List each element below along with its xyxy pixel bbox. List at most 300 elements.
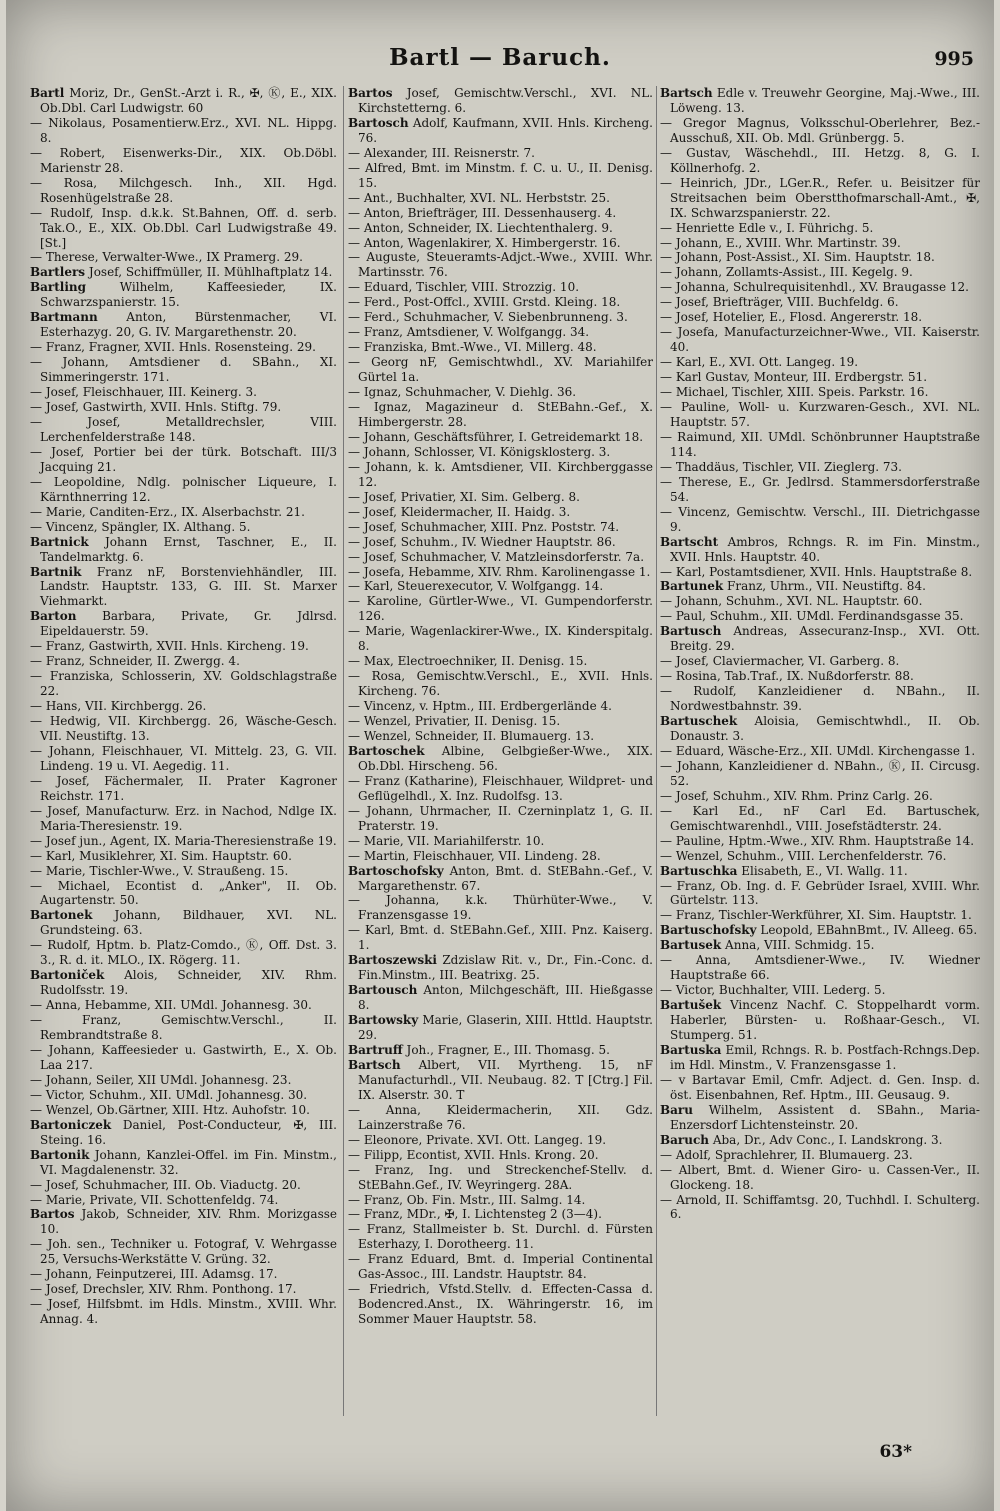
directory-entry xyxy=(660,669,980,684)
directory-entry xyxy=(30,1207,337,1237)
entry-surname: Bartl xyxy=(30,86,65,100)
entry-text: — Johann, Post-Assist., XI. Sim. Hauptstr. 18. xyxy=(660,250,935,265)
entry-text: Wilhelm, Kaffeesieder, IX. Schwarzspanierstr. 15. xyxy=(40,280,337,310)
entry-surname: Bartoschek xyxy=(348,743,425,758)
entry-text: — Pauline, Hptm.-Wwe., XIV. Rhm. Hauptstraße 14. xyxy=(660,833,975,848)
directory-entry xyxy=(348,385,653,400)
entry-text: — Johann, Amtsdiener d. SBahn., XI. Simmeringerstr. 171. xyxy=(30,355,337,385)
directory-entry xyxy=(348,295,653,310)
entry-text: — Eleonore, Private. XVI. Ott. Langeg. 19. xyxy=(348,1132,607,1147)
entry-text: — Gustav, Wäschehdl., III. Hetzg. 8, G. I. Köllnerhofg. 2. xyxy=(660,145,980,175)
directory-entry xyxy=(30,908,337,938)
entry-text: — Adolf, Sprachlehrer, II. Blumauerg. 23. xyxy=(660,1147,913,1162)
entry-text: Alois, Schneider, XIV. Rhm. Rudolfsstr. 19. xyxy=(40,968,337,998)
directory-entry xyxy=(348,1058,653,1103)
directory-entry xyxy=(30,206,337,251)
entry-surname: Bartos xyxy=(30,1207,75,1222)
directory-entry xyxy=(348,654,653,669)
entry-text: — Franziska, Bmt.-Wwe., VI. Millerg. 48. xyxy=(348,340,597,355)
entry-text: — Friedrich, Vfstd.Stellv. d. Effecten-Cassa d. Bodencred.Anst., IX. Währingerstr. 16, im Sommer Mauer Hauptstr. 58. xyxy=(348,1282,653,1327)
entry-surname: Bartosch xyxy=(348,115,409,130)
directory-entry xyxy=(348,1103,653,1133)
column-divider xyxy=(656,86,657,1416)
directory-entry xyxy=(660,535,980,565)
directory-entry xyxy=(30,250,337,265)
directory-entry xyxy=(348,430,653,445)
entry-text: — Franz, MDr., ✠, I. Lichtensteg 2 (3—4). xyxy=(348,1207,602,1222)
entry-text: — Filipp, Econtist, XVII. Hnls. Krong. 20. xyxy=(348,1147,599,1162)
entry-text: — Franz, Stallmeister b. St. Durchl. d. Fürsten Esterhazy, I. Dorotheerg. 11. xyxy=(348,1222,653,1252)
entry-text: Franz, Uhrm., VII. Neustiftg. 84. xyxy=(727,579,926,594)
entry-text: Leopold, EBahnBmt., IV. Alleeg. 65. xyxy=(760,923,978,938)
entry-text: — Anton, Schneider, IX. Liechtenthalerg. 9. xyxy=(348,220,613,235)
directory-entry xyxy=(348,804,653,834)
entry-text: — Marie, Canditen-Erz., IX. Alserbachstr. 21. xyxy=(30,504,305,519)
directory-entry xyxy=(348,490,653,505)
column-divider xyxy=(343,86,344,1416)
entry-text: — Heinrich, JDr., LGer.R., Refer. u. Beisitzer für Streitsachen beim Oberstthofmarschall-Amt., ✠, IX. Schwarzspanierstr. 22. xyxy=(660,175,980,220)
entry-surname: Bartsch xyxy=(348,1057,401,1072)
directory-entry xyxy=(30,849,337,864)
entry-text: — Paul, Schuhm., XII. UMdl. Ferdinandsgasse 35. xyxy=(660,609,964,624)
directory-entry xyxy=(30,744,337,774)
directory-entry xyxy=(660,834,980,849)
directory-entry xyxy=(30,774,337,804)
entry-text: — Karl, Musiklehrer, XI. Sim. Hauptstr. 60. xyxy=(30,848,292,863)
directory-entry xyxy=(348,714,653,729)
directory-entry xyxy=(348,699,653,714)
entry-text: — Robert, Eisenwerks-Dir., XIX. Ob.Döbl. Marienstr 28. xyxy=(30,145,337,175)
directory-entry xyxy=(30,1237,337,1267)
entry-text: — Johann, Uhrmacher, II. Czerninplatz 1, G. II. Praterstr. 19. xyxy=(348,803,653,833)
directory-entry xyxy=(348,355,653,385)
entry-text: — Karoline, Gürtler-Wwe., VI. Gumpendorferstr. 126. xyxy=(348,594,653,624)
directory-entry xyxy=(348,774,653,804)
entry-text: — Henriette Edle v., I. Führichg. 5. xyxy=(660,220,874,235)
directory-entry xyxy=(348,744,653,774)
directory-entry xyxy=(348,1193,653,1208)
entry-text: — Josef, Metalldrechsler, VIII. Lerchenfelderstraße 148. xyxy=(30,414,337,444)
entry-text: — Wenzel, Schneider, II. Blumauerg. 13. xyxy=(348,728,595,743)
directory-entry xyxy=(660,923,980,938)
entry-text: — Johann, Fleischhauer, VI. Mittelg. 23, G. VII. Lindeng. 19 u. VI. Aegedig. 11. xyxy=(30,743,337,773)
entry-text: Josef, Gemischtw.Verschl., XVI. NL. Kirchstetterng. 6. xyxy=(358,86,653,115)
directory-entry xyxy=(348,460,653,490)
entry-text: — Thaddäus, Tischler, VII. Zieglerg. 73. xyxy=(660,459,902,474)
entry-text: Joh., Fragner, E., III. Thomasg. 5. xyxy=(406,1043,610,1057)
directory-entry xyxy=(30,86,337,116)
directory-entry xyxy=(348,445,653,460)
entry-text: — Marie, Private, VII. Schottenfeldg. 74. xyxy=(30,1192,279,1207)
directory-entry xyxy=(30,400,337,415)
entry-text: — Josef, Claviermacher, VI. Garberg. 8. xyxy=(660,654,900,669)
entry-surname: Bartousch xyxy=(348,983,418,998)
directory-entry xyxy=(30,1267,337,1282)
entry-surname: Bartonik xyxy=(30,1147,90,1162)
entry-text: — Arnold, II. Schiffamtsg. 20, Tuchhdl. I. Schulterg. 6. xyxy=(660,1192,980,1222)
directory-entry xyxy=(660,475,980,505)
entry-text: — Marie, Tischler-Wwe., V. Straußeng. 15. xyxy=(30,863,289,878)
entry-text: — Franz, Schneider, II. Zwergg. 4. xyxy=(30,654,240,669)
directory-entry xyxy=(348,116,653,146)
entry-text: — Eduard, Tischler, VIII. Strozzig. 10. xyxy=(348,280,580,295)
directory-entry xyxy=(348,983,653,1013)
directory-entry xyxy=(660,280,980,295)
directory-entry xyxy=(30,669,337,699)
directory-entry xyxy=(348,729,653,744)
directory-entry xyxy=(660,579,980,594)
directory-entry xyxy=(348,325,653,340)
entry-surname: Bartowsky xyxy=(348,1013,419,1028)
directory-page xyxy=(6,0,994,1511)
entry-surname: Bartuska xyxy=(660,1043,722,1057)
entry-text: Anna, VIII. Schmidg. 15. xyxy=(725,938,875,953)
entry-text: Franz nF, Borstenviehhändler, III. Landstr. Hauptstr. 133, G. III. St. Marxer Viehmarkt. xyxy=(40,564,337,609)
entry-text: — Nikolaus, Posamentierw.Erz., XVI. NL. Hippg. 8. xyxy=(30,115,337,145)
entry-text: Aba, Dr., Adv Conc., I. Landskrong. 3. xyxy=(712,1132,943,1147)
directory-entry xyxy=(660,804,980,834)
entry-text: — Vincenz, Spängler, IX. Althang. 5. xyxy=(30,519,251,534)
directory-entry xyxy=(30,1118,337,1148)
entry-text: — Anna, Kleidermacherin, XII. Gdz. Lainzerstraße 76. xyxy=(348,1102,653,1132)
column-1 xyxy=(30,86,337,1456)
entry-text: — Josef, Schuhmacher, III. Ob. Viaductg. 20. xyxy=(30,1177,301,1192)
directory-entry xyxy=(30,385,337,400)
directory-entry xyxy=(30,146,337,176)
entry-text: — Johanna, k.k. Thürhüter-Wwe., V. Franzensgasse 19. xyxy=(348,893,653,923)
directory-entry xyxy=(660,1163,980,1193)
entry-text: — Rudolf, Hptm. b. Platz-Comdo., Ⓚ, Off. Dst. 3. 3., R. d. it. MLO., IX. Rögerg. 11. xyxy=(30,938,337,968)
entry-text: Daniel, Post-Conducteur, ✠, III. Steing. 16. xyxy=(40,1117,337,1147)
directory-entry xyxy=(660,355,980,370)
entry-text: — Ignaz, Schuhmacher, V. Diehlg. 36. xyxy=(348,385,577,400)
entry-text: Zdzislaw Rit. v., Dr., Fin.-Conc. d. Fin.Minstm., III. Beatrixg. 25. xyxy=(358,953,653,983)
entry-text: Aloisia, Gemischtwhdl., II. Ob. Donaustr. 3. xyxy=(670,714,980,743)
running-header xyxy=(6,44,994,78)
directory-entry xyxy=(348,221,653,236)
entry-text: Anton, Bürstenmacher, VI. Esterhazyg. 20, G. IV. Margarethenstr. 20. xyxy=(40,310,337,340)
directory-entry xyxy=(660,265,980,280)
entry-text: — Josef, Drechsler, XIV. Rhm. Ponthong. 17. xyxy=(30,1282,297,1297)
entry-text: Anton, Bmt. d. StEBahn.-Gef., V. Margarethenstr. 67. xyxy=(358,863,653,893)
entry-text: — Michael, Tischler, XIII. Speis. Parkstr. 16. xyxy=(660,385,929,400)
entry-text: Edle v. Treuwehr Georgine, Maj.-Wwe., III. Löweng. 13. xyxy=(670,86,980,115)
entry-text: — Franz, Ob. Fin. Mstr., III. Salmg. 14. xyxy=(348,1192,586,1207)
entry-text: — Josef, Fleischhauer, III. Keinerg. 3. xyxy=(30,385,257,400)
directory-entry xyxy=(660,759,980,789)
directory-entry xyxy=(30,1043,337,1073)
entry-text: — Rudolf, Kanzleidiener d. NBahn., II. Nordwestbahnstr. 39. xyxy=(660,684,980,714)
header-title: Bartl — Baruch. xyxy=(389,44,611,71)
entry-surname: Barton xyxy=(30,609,77,624)
directory-entry xyxy=(30,609,337,639)
entry-text: — Therese, E., Gr. Jedlrsd. Stammersdorferstraße 54. xyxy=(660,474,980,504)
entry-text: — Rosina, Tab.Traf., IX. Nußdorferstr. 88. xyxy=(660,669,914,684)
entry-text: — Martin, Fleischhauer, VII. Lindeng. 28. xyxy=(348,848,601,863)
directory-entry xyxy=(348,1163,653,1193)
directory-entry xyxy=(660,953,980,983)
directory-entry xyxy=(30,834,337,849)
directory-entry xyxy=(348,86,653,116)
directory-entry xyxy=(660,684,980,714)
directory-entry xyxy=(30,310,337,340)
entry-text: — Raimund, XII. UMdl. Schönbrunner Hauptstraße 114. xyxy=(660,429,980,459)
entry-surname: Bartoniczek xyxy=(30,1117,112,1132)
directory-entry xyxy=(660,430,980,460)
directory-entry xyxy=(660,370,980,385)
directory-entry xyxy=(30,1073,337,1088)
directory-entry xyxy=(660,460,980,475)
entry-text: — Michael, Econtist d. „Anker", II. Ob. Augartenstr. 50. xyxy=(30,878,337,908)
entry-text: — Josef, Schuhmacher, XIII. Pnz. Poststr. 74. xyxy=(348,519,620,534)
entry-text: — Anton, Wagenlakirer, X. Himbergerstr. 16. xyxy=(348,235,621,250)
entry-text: — Karl Gustav, Monteur, III. Erdbergstr. 51. xyxy=(660,370,928,385)
entry-text: — Anna, Hebamme, XII. UMdl. Johannesg. 30. xyxy=(30,998,312,1013)
directory-entry xyxy=(660,714,980,744)
entry-text: — Joh. sen., Techniker u. Fotograf, V. Wehrgasse 25, Versuchs-Werkstätte V. Grüng. 32. xyxy=(30,1237,337,1267)
directory-entry xyxy=(348,161,653,191)
entry-text: — Victor, Buchhalter, VIII. Lederg. 5. xyxy=(660,983,886,998)
signature-mark: 63* xyxy=(879,1442,912,1462)
directory-entry xyxy=(30,505,337,520)
directory-entry xyxy=(30,968,337,998)
entry-text: — Franz, Tischler-Werkführer, XI. Sim. Hauptstr. 1. xyxy=(660,908,972,923)
directory-entry xyxy=(348,535,653,550)
entry-text: — v Bartavar Emil, Cmfr. Adject. d. Gen. Insp. d. öst. Eisenbahnen, Ref. Hptm., III. Geusaug. 9. xyxy=(660,1072,980,1102)
entry-text: — Wenzel, Schuhm., VIII. Lerchenfelderstr. 76. xyxy=(660,848,947,863)
directory-entry xyxy=(660,1103,980,1133)
directory-entry xyxy=(348,1282,653,1327)
directory-entry xyxy=(30,938,337,968)
directory-entry xyxy=(348,579,653,594)
entry-text: — Vincenz, v. Hptm., III. Erdbergerlände 4. xyxy=(348,699,612,714)
entry-text: — Alfred, Bmt. im Minstm. f. C. u. U., II. Denisg. 15. xyxy=(348,160,653,190)
directory-entry xyxy=(30,1103,337,1118)
entry-text: Moriz, Dr., GenSt.-Arzt i. R., ✠, Ⓚ, E., XIX. Ob.Dbl. Carl Ludwigstr. 60 xyxy=(40,86,337,115)
directory-entry xyxy=(348,849,653,864)
directory-entry xyxy=(348,191,653,206)
directory-entry xyxy=(30,699,337,714)
directory-entry xyxy=(30,864,337,879)
entry-text: — Franz, Gemischtw.Verschl., II. Rembrandtstraße 8. xyxy=(30,1013,337,1043)
directory-entry xyxy=(660,565,980,580)
entry-surname: Baruch xyxy=(660,1132,709,1147)
directory-entry xyxy=(660,594,980,609)
column-2 xyxy=(348,86,653,1456)
entry-text: — Ignaz, Magazineur d. StEBahn.-Gef., X. Himbergerstr. 28. xyxy=(348,400,653,429)
directory-entry xyxy=(348,624,653,654)
entry-surname: Bartscht xyxy=(660,534,719,549)
directory-entry xyxy=(30,1282,337,1297)
directory-entry xyxy=(660,176,980,221)
directory-entry xyxy=(30,804,337,834)
entry-text: — Albert, Bmt. d. Wiener Giro- u. Cassen-Ver., II. Glockeng. 18. xyxy=(660,1162,980,1192)
directory-entry xyxy=(348,280,653,295)
directory-entry xyxy=(348,1222,653,1252)
directory-entry xyxy=(660,385,980,400)
directory-entry xyxy=(348,400,653,430)
entry-text: — Wenzel, Ob.Gärtner, XIII. Htz. Auhofstr. 10. xyxy=(30,1102,310,1117)
directory-entry xyxy=(30,355,337,385)
directory-entry xyxy=(660,609,980,624)
entry-text: — Josef, Kleidermacher, II. Haidg. 3. xyxy=(348,504,571,519)
entry-text: — Rosa, Milchgesch. Inh., XII. Hgd. Rosenhügelstraße 28. xyxy=(30,175,337,205)
entry-surname: Bartonek xyxy=(30,908,93,923)
entry-text: Marie, Glaserin, XIII. Httld. Hauptstr. 29. xyxy=(358,1013,653,1043)
directory-entry xyxy=(30,116,337,146)
entry-text: Anton, Milchgeschäft, III. Hießgasse 8. xyxy=(358,983,653,1013)
directory-entry xyxy=(348,1133,653,1148)
entry-text: — Max, Electroechniker, II. Denisg. 15. xyxy=(348,654,588,669)
directory-entry xyxy=(30,1148,337,1178)
directory-entry xyxy=(30,280,337,310)
entry-text: — Marie, Wagenlackirer-Wwe., IX. Kinderspitalg. 8. xyxy=(348,624,653,654)
entry-surname: Bartusek xyxy=(660,938,722,953)
entry-text: — Josefa, Hebamme, XIV. Rhm. Karolinengasse 1. xyxy=(348,564,651,579)
directory-entry xyxy=(30,535,337,565)
directory-entry xyxy=(348,669,653,699)
directory-entry xyxy=(30,879,337,909)
entry-text: — Marie, VII. Mariahilferstr. 10. xyxy=(348,833,545,848)
entry-text: — Karl, Steuerexecutor, V. Wolfgangg. 14. xyxy=(348,579,604,594)
entry-text: Barbara, Private, Gr. Jdlrsd. Eipeldauerstr. 59. xyxy=(40,609,337,639)
entry-text: — Franz, Fragner, XVII. Hnls. Rosensteing. 29. xyxy=(30,340,316,355)
directory-entry xyxy=(348,834,653,849)
entry-text: — Josef, Hotelier, E., Flosd. Angererstr. 18. xyxy=(660,310,923,325)
entry-text: — Ferd., Schuhmacher, V. Siebenbrunneng. 3. xyxy=(348,310,628,325)
directory-entry xyxy=(30,265,337,280)
entry-text: — Johann, Kaffeesieder u. Gastwirth, E., X. Ob. Laa 217. xyxy=(30,1043,337,1072)
directory-entry xyxy=(660,295,980,310)
entry-surname: Bartušek xyxy=(660,998,722,1013)
entry-text: — Josef, Portier bei der türk. Botschaft. III/3 Jacquing 21. xyxy=(30,444,337,474)
directory-entry xyxy=(30,998,337,1013)
entry-text: Josef, Schiffmüller, II. Mühlhaftplatz 14. xyxy=(88,265,333,280)
directory-entry xyxy=(348,1252,653,1282)
directory-entry xyxy=(660,505,980,535)
entry-text: Adolf, Kaufmann, XVII. Hnls. Kircheng. 76. xyxy=(358,115,653,145)
directory-entry xyxy=(348,565,653,580)
directory-entry xyxy=(660,310,980,325)
directory-entry xyxy=(30,1013,337,1043)
directory-entry xyxy=(660,998,980,1043)
directory-entry xyxy=(660,864,980,879)
directory-entry xyxy=(348,893,653,923)
entry-text: — Johann, Geschäftsführer, I. Getreidemarkt 18. xyxy=(348,429,644,444)
entry-text: — Wenzel, Privatier, II. Denisg. 15. xyxy=(348,714,561,729)
entry-text: — Alexander, III. Reisnerstr. 7. xyxy=(348,145,535,160)
entry-text: — Hedwig, VII. Kirchbergg. 26, Wäsche-Gesch. VII. Neustiftg. 13. xyxy=(30,714,337,743)
entry-surname: Baru xyxy=(660,1102,693,1117)
entry-text: — Anna, Amtsdiener-Wwe., IV. Wiedner Hauptstraße 66. xyxy=(660,953,980,983)
entry-text: — Gregor Magnus, Volksschul-Oberlehrer, Bez.-Ausschuß, XII. Ob. Mdl. Grünbergg. 5. xyxy=(660,115,980,145)
entry-text: — Josef jun., Agent, IX. Maria-Theresienstraße 19. xyxy=(30,833,337,848)
page-number: 995 xyxy=(934,48,974,70)
entry-surname: Bartoniček xyxy=(30,968,105,983)
directory-entry xyxy=(30,654,337,669)
entry-surname: Bartling xyxy=(30,280,87,295)
entry-text: — Johann, Schlosser, VI. Königsklosterg. 3. xyxy=(348,444,611,459)
directory-entry xyxy=(348,594,653,624)
entry-text: — Franz, Gastwirth, XVII. Hnls. Kircheng. 19. xyxy=(30,639,309,654)
directory-entry xyxy=(348,310,653,325)
entry-text: Emil, Rchngs. R. b. Postfach-Rchngs.Dep. im Hdl. Minstm., V. Franzensgasse 1. xyxy=(670,1043,980,1072)
entry-text: — Karl, Postamtsdiener, XVII. Hnls. Hauptstraße 8. xyxy=(660,564,973,579)
directory-entry xyxy=(660,221,980,236)
directory-entry xyxy=(660,1148,980,1163)
entry-surname: Bartoschofsky xyxy=(348,863,444,878)
entry-text: Elisabeth, E., VI. Wallg. 11. xyxy=(741,863,908,878)
entry-text: Johann Ernst, Taschner, E., II. Tandelmarktg. 6. xyxy=(40,534,337,564)
directory-entry xyxy=(30,520,337,535)
entry-text: — Victor, Schuhm., XII. UMdl. Johannesg. 30. xyxy=(30,1087,308,1102)
entry-text: Wilhelm, Assistent d. SBahn., Maria-Enzersdorf Lichtensteinstr. 20. xyxy=(670,1102,980,1132)
entry-text: — Johann, k. k. Amtsdiener, VII. Kirchberggasse 12. xyxy=(348,459,653,489)
entry-text: — Josef, Hilfsbmt. im Hdls. Minstm., XVIII. Whr. Annag. 4. xyxy=(30,1297,337,1327)
directory-entry xyxy=(660,879,980,909)
entry-surname: Bartusch xyxy=(660,624,722,639)
directory-entry xyxy=(660,146,980,176)
directory-entry xyxy=(30,475,337,505)
directory-entry xyxy=(660,938,980,953)
directory-entry xyxy=(30,445,337,475)
entry-surname: Bartuschek xyxy=(660,714,738,729)
entry-surname: Bartuschofsky xyxy=(660,923,757,938)
directory-entry xyxy=(660,1073,980,1103)
entry-text: — Hans, VII. Kirchbergg. 26. xyxy=(30,699,207,714)
entry-surname: Bartnik xyxy=(30,564,82,579)
directory-entry xyxy=(348,1148,653,1163)
directory-entry xyxy=(30,340,337,355)
entry-surname: Bartsch xyxy=(660,86,713,100)
entry-text: — Johann, Schuhm., XVI. NL. Hauptstr. 60. xyxy=(660,594,923,609)
entry-text: — Ant., Buchhalter, XVI. NL. Herbststr. 25. xyxy=(348,190,610,205)
entry-text: — Georg nF, Gemischtwhdl., XV. Mariahilfer Gürtel 1a. xyxy=(348,355,653,385)
entry-text: — Josef, Manufacturw. Erz. in Nachod, Ndlge IX. Maria-Theresienstr. 19. xyxy=(30,803,337,833)
directory-entry xyxy=(348,1207,653,1222)
directory-entry xyxy=(30,714,337,744)
entry-text: Albert, VII. Myrtheng. 15, nF Manufacturhdl., VII. Neubaug. 82. T [Ctrg.] Fil. IX. Alserstr. 30. T xyxy=(358,1057,653,1102)
entry-surname: Bartlers xyxy=(30,265,86,280)
entry-text: — Franz Eduard, Bmt. d. Imperial Continental Gas-Assoc., III. Landstr. Hauptstr. 84. xyxy=(348,1252,653,1282)
directory-entry xyxy=(348,864,653,894)
directory-entry xyxy=(348,953,653,983)
entry-text: — Josef, Schuhm., XIV. Rhm. Prinz Carlg. 26. xyxy=(660,788,933,803)
directory-entry xyxy=(660,789,980,804)
entry-text: — Josefa, Manufacturzeichner-Wwe., VII. Kaiserstr. 40. xyxy=(660,325,980,355)
directory-entry xyxy=(348,1013,653,1043)
directory-entry xyxy=(660,624,980,654)
directory-entry xyxy=(30,176,337,206)
directory-entry xyxy=(660,908,980,923)
directory-entry xyxy=(660,250,980,265)
directory-entry xyxy=(348,236,653,251)
directory-entry xyxy=(660,849,980,864)
directory-entry xyxy=(348,923,653,953)
entry-text: — Johann, Seiler, XII UMdl. Johannesg. 23. xyxy=(30,1072,292,1087)
entry-surname: Bartuschka xyxy=(660,863,738,878)
entry-text: — Ferd., Post-Offcl., XVIII. Grstd. Kleing. 18. xyxy=(348,295,621,310)
directory-entry xyxy=(30,1193,337,1208)
directory-entry xyxy=(660,1133,980,1148)
directory-entry xyxy=(660,744,980,759)
entry-text: — Karl, Bmt. d. StEBahn.Gef., XIII. Pnz. Kaiserg. 1. xyxy=(348,923,653,953)
entry-text: — Therese, Verwalter-Wwe., IX Pramerg. 29. xyxy=(30,250,303,265)
directory-entry xyxy=(348,250,653,280)
directory-entry xyxy=(348,550,653,565)
entry-text: — Rosa, Gemischtw.Verschl., E., XVII. Hnls. Kircheng. 76. xyxy=(348,669,653,699)
directory-entry xyxy=(348,1043,653,1058)
